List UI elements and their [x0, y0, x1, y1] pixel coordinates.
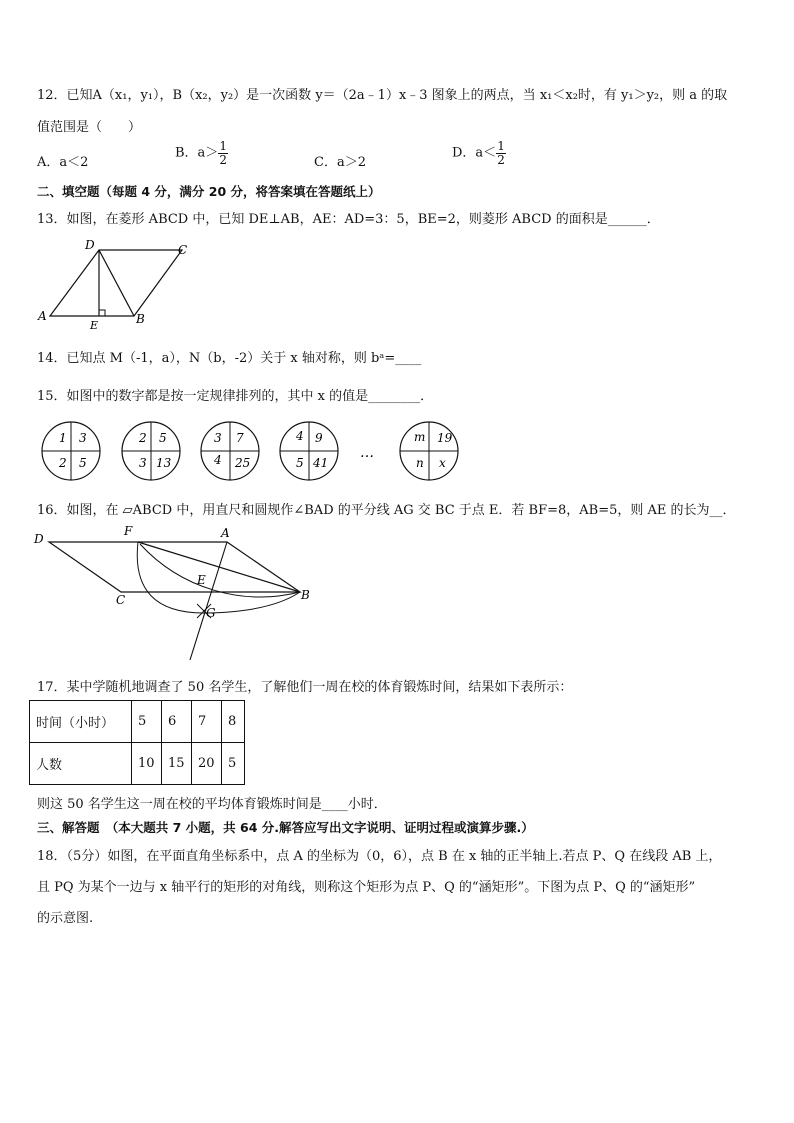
q15-text: 15．如图中的数字都是按一定规律排列的，其中 x 的值是________． [37, 389, 434, 404]
pattern-circle-last [400, 422, 458, 480]
fraction-half [218, 140, 228, 166]
fraction-numerator: 1 [219, 139, 227, 153]
circle-value: 2 [139, 431, 147, 445]
circle-value: 4 [296, 429, 304, 443]
q17-question: 则这 50 名学生这一周在校的平均体育锻炼时间是____小时． [37, 797, 387, 812]
circle-value: n [416, 456, 424, 470]
circle-value: 1 [59, 431, 67, 445]
q16-text: 16．如图，在 ▱ABCD 中，用直尺和圆规作∠BAD 的平分线 AG 交 BC 于点 E．若 BF=8，AB=5，则 AE 的长为__． [37, 503, 736, 518]
parallelogram-figure [30, 524, 330, 666]
rhombus-figure [30, 236, 200, 332]
label-b: B [301, 588, 310, 602]
q12-option-b-prefix: B．a＞ [175, 145, 219, 161]
table-row [30, 701, 245, 743]
pattern-circle-2 [122, 422, 180, 480]
circle-value: 5 [296, 456, 304, 470]
q17-text: 17．某中学随机地调查了 50 名学生，了解他们一周在校的体育锻炼时间，结果如下表所示： [37, 680, 573, 695]
circle-value: 19 [437, 431, 453, 445]
pattern-circle-3 [201, 422, 259, 480]
fraction-half [496, 140, 506, 166]
ellipsis: … [360, 445, 374, 461]
fraction-numerator: 1 [497, 139, 505, 153]
circle-value: 2 [59, 456, 67, 470]
circle-value: 3 [214, 431, 222, 445]
label-a: A [221, 526, 230, 540]
table-cell: 15 [162, 743, 192, 785]
table-cell: 5 [132, 701, 162, 743]
segment-db [99, 250, 134, 316]
q18-line3: 的示意图. [37, 911, 94, 926]
label-c: C [116, 593, 126, 607]
q12-line1: 12．已知A（x₁，y₁），B（x₂，y₂）是一次函数 y＝（2a﹣1）x﹣3 图象上的两点，当 x₁＜x₂时，有 y₁＞y₂，则 a 的取 [37, 88, 728, 103]
exercise-time-table [29, 700, 245, 785]
label-a: A [38, 309, 47, 323]
table-cell: 20 [192, 743, 222, 785]
circle-value: 5 [79, 456, 87, 470]
circle-value: 3 [79, 431, 87, 445]
circle-value: 41 [313, 456, 329, 470]
section-3-heading: 三、解答题 （本大题共 7 小题，共 64 分.解答应写出文字说明、证明过程或演算步骤.） [37, 820, 534, 835]
circle-value: 25 [235, 456, 251, 470]
pattern-circle-1 [42, 422, 100, 480]
circle-value: m [414, 430, 426, 444]
circle-value: 9 [315, 431, 323, 445]
table-cell: 10 [132, 743, 162, 785]
label-e: E [90, 319, 99, 332]
q12-option-c: C．a＞2 [314, 155, 366, 170]
label-g: G [206, 606, 216, 620]
table-row [30, 743, 245, 785]
q12-option-a: A．a＜2 [37, 155, 89, 170]
parallelogram-shape [49, 542, 300, 592]
q12-option-d [452, 140, 506, 166]
right-angle-mark [99, 310, 105, 316]
construction-arc [137, 542, 300, 613]
table-cell: 时间（小时） [30, 701, 132, 743]
section-2-heading: 二、填空题（每题 4 分，满分 20 分，将答案填在答题纸上） [37, 184, 381, 199]
q12-line2: 值范围是（ ） [37, 120, 142, 135]
circle-value: 5 [159, 431, 167, 445]
circle-value: 4 [214, 453, 222, 467]
circle-value: 3 [139, 456, 147, 470]
table-cell: 人数 [30, 743, 132, 785]
table-cell: 8 [222, 701, 245, 743]
q12-option-b [175, 140, 228, 166]
arc-top [140, 544, 300, 597]
table-cell: 7 [192, 701, 222, 743]
q12-option-d-prefix: D．a＜ [452, 145, 497, 161]
q18-line1: 18．（5分）如图，在平面直角坐标系中，点 A 的坐标为（0，6），点 B 在 x 轴的正半轴上.若点 P、Q 在线段 AB 上， [37, 849, 722, 864]
label-d: D [85, 238, 95, 252]
q13-text: 13．如图，在菱形 ABCD 中，已知 DE⊥AB，AE：AD=3：5，BE=2，则菱形 ABCD 的面积是______． [37, 212, 660, 227]
circle-value: 13 [156, 456, 172, 470]
circle-pattern-figure [40, 420, 480, 482]
circle-value: x [439, 456, 446, 470]
q14-text: 14．已知点 M（-1，a），N（b，-2）关于 x 轴对称，则 bᵃ=____ [37, 351, 422, 366]
q18-line2: 且 PQ 为某个一边与 x 轴平行的矩形的对角线，则称这个矩形为点 P、Q 的“涵矩形”。下图为点 P、Q 的“涵矩形” [37, 880, 696, 895]
label-d: D [34, 532, 44, 546]
table-cell: 5 [222, 743, 245, 785]
table-cell: 6 [162, 701, 192, 743]
label-c: C [178, 243, 188, 257]
fraction-denominator: 2 [219, 152, 227, 167]
label-e: E [197, 573, 206, 587]
pattern-circle-4 [280, 422, 338, 480]
circle-value: 7 [236, 431, 244, 445]
fraction-denominator: 2 [497, 152, 505, 167]
label-f: F [124, 524, 133, 538]
label-b: B [136, 312, 145, 326]
